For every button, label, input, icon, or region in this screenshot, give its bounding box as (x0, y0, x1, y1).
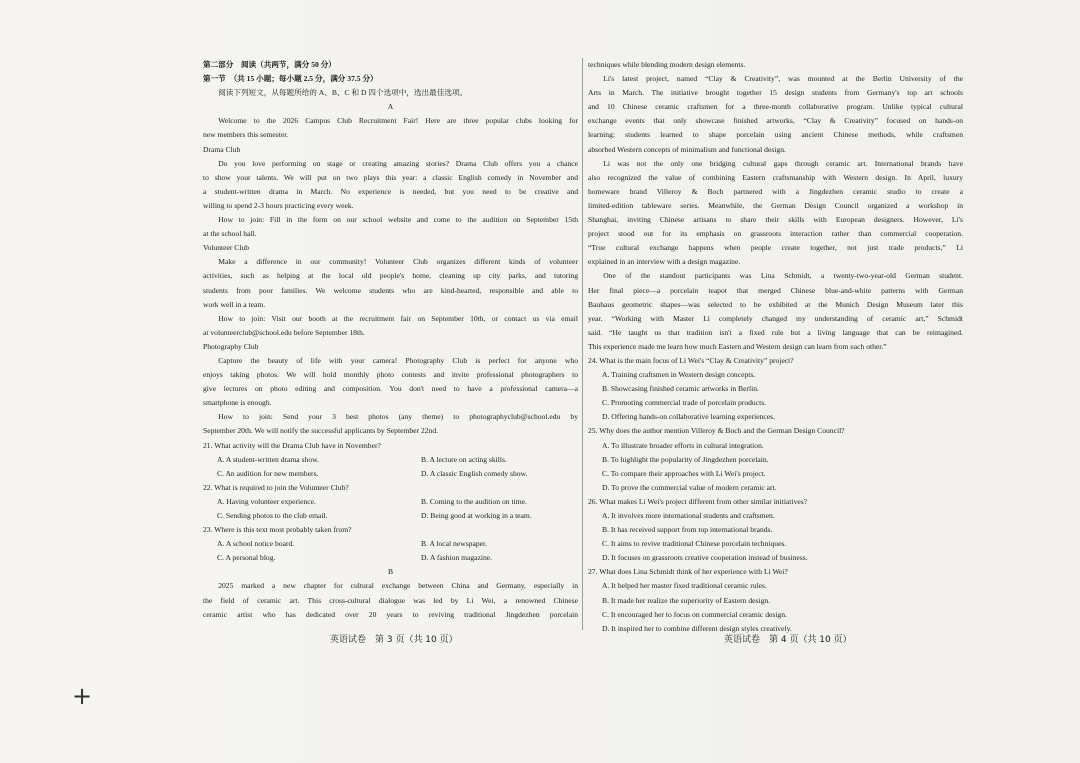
text-line: year. “Working with Master Li completely changed my understanding of ceramic art,” Schmidt (588, 313, 963, 323)
text-line: How to join: Send your 3 best photos (any theme) to photographyclub@school.edu by (218, 412, 578, 422)
text-line: 22. What is required to join the Volunteer Club? (203, 482, 349, 492)
option-text: A. A school notice board. (217, 539, 295, 549)
option-text: C. It encouraged her to focus on commercial ceramic design. (602, 609, 787, 619)
option-text: A. It helped her master fixed traditional ceramic rules. (602, 581, 767, 591)
option-row (203, 537, 578, 551)
option-text: D. A classic English comedy show. (421, 468, 528, 478)
option-text: C. Promoting commercial trade of porcelain products. (602, 398, 767, 408)
text-line: techniques while blending modern design elements. (588, 60, 746, 69)
text-line: project stood out for its emphasis on grassroots interaction rather than commercial cooperation. (588, 229, 963, 239)
text-line: 2025 marked a new chapter for cultural exchange between China and Germany, especially in (218, 581, 578, 591)
text-line: 25. Why does the author mention Villeroy & Boch and the German Design Council? (588, 426, 845, 436)
option-text: B. To highlight the popularity of Jingdezhen porcelain. (602, 454, 769, 464)
option-text: D. Offering hands-on collaborative learning experiences. (602, 412, 775, 422)
text-line: “True cultural exchange happens when people create together, not just trade products,” Li (588, 243, 963, 253)
text-line: at the school hall. (203, 229, 257, 239)
text-line: Do you love performing on stage or creating amazing stories? Drama Club offers you a chance (218, 158, 578, 168)
text-line: ceramic artist who has dedicated over 20 years to reviving traditional Jingdezhen porcelain (203, 609, 578, 619)
option-text: A. To illustrate broader efforts in cultural integration. (602, 440, 764, 450)
text-line: How to join: Visit our booth at the recruitment fair on September 10th, or contact us via email (218, 313, 578, 323)
text-line: Arts in March. The initiative brought together 15 design students from Germany's top art schools (588, 88, 963, 98)
option-text: A. Having volunteer experience. (217, 496, 316, 506)
text-line: smartphone is enough. (203, 398, 272, 408)
text-line: A (387, 102, 394, 112)
text-line: also recognized the value of combining Eastern craftsmanship with Western design. In April, luxury (588, 172, 963, 182)
text-line: Bauhaus geometric shapes—was selected to be exhibited at the Munich Design Museum later this (588, 299, 963, 309)
text-line: explained in an interview with a design magazine. (588, 257, 741, 267)
option-text: A. It involves more international students and craftsmen. (602, 511, 775, 520)
option-row (203, 551, 578, 565)
option-row (203, 467, 578, 481)
option-text: B. It made her realize the superiority of Eastern design. (602, 595, 771, 605)
option-row (203, 495, 578, 509)
option-row (203, 509, 578, 523)
page-3-footer: 英语试卷 第 3 页（共 10 页） (330, 635, 458, 645)
text-line: B (387, 567, 394, 577)
text-line: at volunteerclub@school.edu before September 18th. (203, 327, 365, 337)
text-line: enjoys taking photos. We will hold monthly photo contests and invite professional photographers to (203, 370, 578, 380)
page-4-column (588, 58, 963, 636)
text-line: a student-written drama in March. No experience is needed, but you need to be creative and (203, 186, 578, 196)
option-text: D. To prove the commercial value of modern ceramic art. (602, 482, 777, 492)
text-line: One of the standout participants was Lina Schmidt, a twenty-two-year-old German student. (603, 271, 963, 281)
text-line: said. “He taught us that tradition isn't a fixed rule but a living language that can be reimagined. (588, 327, 963, 337)
crosshair-mark: + (72, 682, 93, 710)
option-text: C. A personal blog. (217, 553, 276, 563)
text-line: exchange events that only showcase finished artworks, “Clay & Creativity” focused on hands-on (588, 116, 963, 126)
text-line: the field of ceramic art. This cross-cultural dialogue was led by Li Wei, a renowned Chinese (203, 595, 578, 605)
text-line: Her final piece—a porcelain teapot that merged Chinese blue-and-white patterns with German (588, 285, 963, 295)
option-text: B. A local newspaper. (421, 539, 488, 549)
text-line: September 20th. We will notify the successful applicants by September 22nd. (203, 426, 439, 436)
option-text: B. A lecture on acting skills. (421, 454, 507, 464)
text-line: new members this semester. (203, 130, 289, 140)
page-3-column (203, 58, 578, 622)
text-line: learning: students learned to shape porcelain using ancient Chinese methods, while craftsmen (588, 130, 963, 140)
text-line: give lectures on photo editing and composition. You don't need to have a professional camera—a (203, 384, 578, 394)
text-line: 第一节 （共 15 小题；每小题 2.5 分，满分 37.5 分） (203, 74, 378, 84)
text-line: Li was not the only one bridging cultural gaps through ceramic art. International brands have (603, 158, 963, 168)
option-text: D. It focuses on grassroots creative cooperation instead of business. (602, 553, 808, 563)
text-line: Li's latest project, named “Clay & Creativity”, was mounted at the Berlin University of the (603, 74, 963, 84)
text-line: This experience made me learn how much Eastern and Western design can learn from each other.” (588, 341, 887, 351)
text-line: Make a difference in our community! Volunteer Club organizes different kinds of volunteer (218, 257, 578, 267)
text-line: 21. What activity will the Drama Club have in November? (203, 440, 381, 450)
text-line: absorbed Western concepts of minimalism and functional design. (588, 144, 786, 154)
option-text: D. Being good at working in a team. (421, 511, 532, 520)
option-text: A. A student-written drama show. (217, 454, 320, 464)
text-line: Shanghai, inviting Chinese artisans to share their skills with European designers. However, Li's (588, 215, 963, 225)
text-line: 第二部分 阅读（共两节，满分 50 分） (203, 60, 336, 69)
option-text: B. Showcasing finished ceramic artworks in Berlin. (602, 384, 759, 394)
option-row (203, 453, 578, 467)
text-line: willing to spend 2-3 hours practicing every week. (203, 200, 354, 210)
text-line: Capture the beauty of life with your camera! Photography Club is perfect for anyone who (218, 355, 578, 365)
text-line: to show your talents. We will put on two plays this year: a classic English comedy in November and (203, 172, 578, 182)
text-line: Welcome to the 2026 Campus Club Recruitment Fair! Here are three popular clubs looking for (218, 116, 578, 126)
option-text: C. It aims to revive traditional Chinese porcelain techniques. (602, 539, 787, 549)
text-line: limited-edition tableware series. Meanwhile, the German Design Council organized a workshop in (588, 200, 963, 210)
text-line: homeware brand Villeroy & Boch partnered with a Jingdezhen ceramic studio to create a (588, 186, 963, 196)
text-line: 26. What makes Li Wei's project different from other similar initiatives? (588, 496, 808, 506)
option-text: C. To compare their approaches with Li Wei's project. (602, 468, 766, 478)
option-text: B. Coming to the audition on time. (421, 496, 527, 506)
text-line: 23. Where is this text most probably taken from? (203, 525, 352, 535)
option-text: D. It inspired her to combine different design styles creatively. (602, 623, 792, 633)
text-line: Volunteer Club (203, 243, 250, 253)
page-4-footer: 英语试卷 第 4 页（共 10 页） (724, 635, 852, 645)
text-line: students from poor families. We welcome students who are kind-hearted, responsible and able to (203, 285, 578, 295)
text-line: activities, such as helping at the local old people's home, cleaning up city parks, and tutoring (203, 271, 578, 281)
option-text: D. A fashion magazine. (421, 553, 493, 563)
option-text: A. Training craftsmen in Western design concepts. (602, 370, 756, 380)
text-line: work well in a team. (203, 299, 266, 309)
text-line: How to join: Fill in the form on our school website and come to the audition on September 15th (218, 215, 578, 225)
text-line: and 10 Chinese ceramic craftsmen for a three-month collaborative program. Unlike typical cultural (588, 102, 963, 112)
text-line: 阅读下列短文，从每题所给的 A、B、C 和 D 四个选项中，选出最佳选项。 (218, 88, 468, 98)
option-text: B. It has received support from top international brands. (602, 525, 773, 535)
option-text: C. An audition for new members. (217, 468, 319, 478)
text-line: Drama Club (203, 144, 241, 154)
text-line: 24. What is the main focus of Li Wei's “Clay & Creativity” project? (588, 355, 794, 365)
text-line: Photography Club (203, 341, 259, 351)
column-divider (582, 58, 583, 630)
text-line: 27. What does Lina Schmidt think of her experience with Li Wei? (588, 567, 788, 577)
option-text: C. Sending photos to the club email. (217, 511, 328, 520)
